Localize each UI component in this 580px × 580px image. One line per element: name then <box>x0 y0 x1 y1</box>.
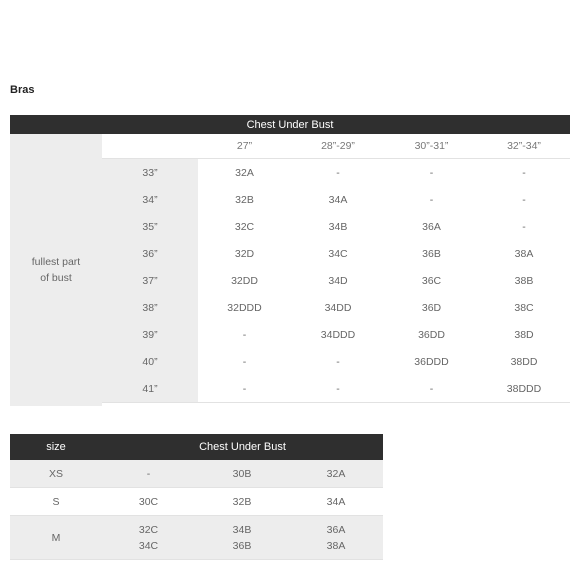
table-cell: 34DD <box>324 301 352 314</box>
cell-line: 38A <box>326 539 346 552</box>
table-cell: 34B <box>328 220 348 233</box>
table-cell: - <box>146 467 151 480</box>
table-row <box>102 186 570 214</box>
table-row <box>102 159 570 187</box>
size-label: M <box>51 531 61 544</box>
table-cell: 38D <box>514 328 534 341</box>
side-label <box>10 254 102 286</box>
column-header: 28”-29” <box>321 140 355 152</box>
header-chest-under-bust: Chest Under Bust <box>199 441 286 453</box>
table-cell: 38DD <box>510 355 538 368</box>
table-cell: 38A <box>514 247 534 260</box>
column-header: 32”-34” <box>507 140 541 152</box>
table-cell: 32A <box>326 467 346 480</box>
size-label: S <box>52 495 60 508</box>
table-cell: - <box>429 382 434 395</box>
cell-line: 36B <box>232 539 252 552</box>
size-label: XS <box>48 467 63 480</box>
table-header-chest-under-bust: Chest Under Bust <box>10 115 570 134</box>
table-cell: - <box>522 220 526 233</box>
column-header: 30”-31” <box>414 140 449 152</box>
side-label-line-2: of bust <box>40 272 72 284</box>
table-cell: 32B <box>235 193 254 206</box>
table-cell: 38B <box>514 274 534 287</box>
row-label: 40” <box>102 348 198 375</box>
table-cell: 36C <box>421 274 442 287</box>
row-label: 33” <box>102 159 198 186</box>
table-cell: - <box>242 355 247 368</box>
table-cell: - <box>336 166 340 179</box>
table-cell: - <box>522 166 526 179</box>
table-cell: - <box>336 382 340 395</box>
table-cell: 32DD <box>231 274 258 287</box>
table-cell <box>289 516 383 559</box>
cell-line: 34C <box>138 539 159 552</box>
table-cell: 36A <box>422 220 441 233</box>
table-cell: - <box>336 355 340 368</box>
table-cell: 30C <box>138 495 159 508</box>
table-cell: - <box>242 382 247 395</box>
table-row <box>102 213 570 241</box>
table-row <box>102 321 570 349</box>
table-row <box>102 267 570 295</box>
column-header-row <box>102 134 570 159</box>
table-cell: 34A <box>326 495 346 508</box>
row-label: 38” <box>102 294 198 321</box>
row-label: 34” <box>102 186 198 213</box>
table-row <box>10 516 383 560</box>
table-cell <box>195 516 289 559</box>
table-row <box>10 488 383 516</box>
table-cell: 36D <box>421 301 442 314</box>
table-cell: 32D <box>234 247 255 260</box>
table-row <box>102 240 570 268</box>
table-cell: - <box>522 193 526 206</box>
size-table <box>10 434 383 560</box>
table-cell: 32C <box>234 220 255 233</box>
table-cell: 32B <box>232 495 252 508</box>
table-cell: 32A <box>235 166 254 179</box>
table-cell: 36DD <box>418 328 445 341</box>
table-row <box>102 375 570 403</box>
row-label: 37” <box>102 267 198 294</box>
row-label: 39” <box>102 321 198 348</box>
column-header: 27” <box>236 140 253 152</box>
table-cell: 34A <box>328 193 348 206</box>
table-row <box>102 348 570 376</box>
header-size: size <box>46 441 66 453</box>
side-label-line-1: fullest part <box>31 256 81 268</box>
table-row <box>10 460 383 488</box>
cell-line: 36A <box>326 523 346 536</box>
table-cell: 38C <box>514 301 534 314</box>
size-table-header <box>10 434 383 460</box>
table-cell: 38DDD <box>506 382 542 395</box>
bra-size-table <box>10 115 570 406</box>
table-cell <box>102 516 195 559</box>
table-cell: 36DDD <box>414 355 449 368</box>
table-cell: 36B <box>422 247 441 260</box>
table-cell: - <box>242 328 247 341</box>
table-cell: 34DDD <box>320 328 356 341</box>
side-header-panel <box>10 134 102 406</box>
table-cell: - <box>429 166 434 179</box>
row-label: 36” <box>102 240 198 267</box>
cell-line: 34B <box>232 523 252 536</box>
table-cell: 30B <box>232 467 252 480</box>
row-label: 35” <box>102 213 198 240</box>
page-title: Bras <box>10 84 35 96</box>
row-label: 41” <box>102 375 198 402</box>
table-cell: 32DDD <box>227 301 262 314</box>
table-row <box>102 294 570 322</box>
table-cell: - <box>429 193 434 206</box>
cell-line: 32C <box>138 523 159 536</box>
table-cell: 34D <box>328 274 348 287</box>
table-cell: 34C <box>328 247 348 260</box>
